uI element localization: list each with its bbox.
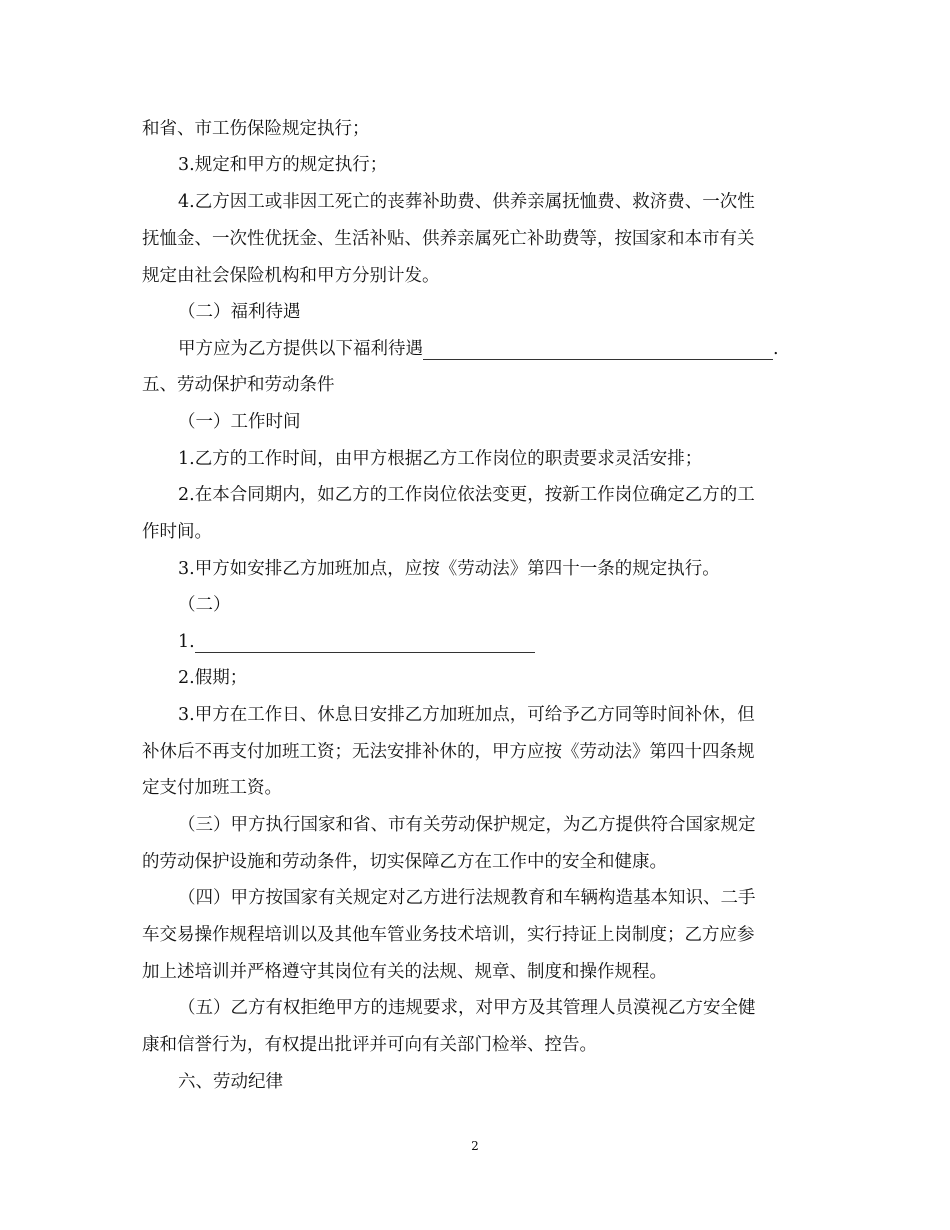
section-heading: （二） [178, 595, 231, 615]
text-line: 车交易操作规程培训以及其他车管业务技术培训，实行持证上岗制度；乙方应参 [142, 925, 755, 945]
text-line: 规定由社会保险机构和甲方分别计发。 [142, 266, 440, 286]
text-line: 2.假期； [178, 668, 248, 688]
text-line: 作时间。 [142, 522, 212, 542]
fill-in-blank [195, 634, 535, 653]
fill-in-blank [423, 341, 773, 360]
text-line: （四）甲方按国家有关规定对乙方进行法规教育和车辆构造基本知识、二手 [178, 888, 756, 908]
text-line: 2.在本合同期内，如乙方的工作岗位依法变更，按新工作岗位确定乙方的工 [178, 485, 755, 505]
text-line: 定支付加班工资。 [142, 778, 282, 798]
text-line: 抚恤金、一次性优抚金、生活补贴、供养亲属死亡补助费等，按国家和本市有关 [142, 229, 755, 249]
text-line: 1.乙方的工作时间，由甲方根据乙方工作岗位的职责要求灵活安排； [178, 449, 703, 469]
period-mark: . [773, 339, 779, 359]
section-heading: （一）工作时间 [178, 412, 301, 432]
text-line: 加上述培训并严格遵守其岗位有关的法规、规章、制度和操作规程。 [142, 962, 667, 982]
chapter-heading: 五、劳动保护和劳动条件 [142, 375, 335, 395]
text-line: 3.规定和甲方的规定执行； [178, 155, 388, 175]
text-line: （三）甲方执行国家和省、市有关劳动保护规定，为乙方提供符合国家规定 [178, 815, 756, 835]
page-number: 2 [471, 1139, 479, 1153]
text-line: 和省、市工伤保险规定执行； [142, 119, 370, 139]
text-line: （五）乙方有权拒绝甲方的违规要求，对甲方及其管理人员漠视乙方安全健 [178, 998, 756, 1018]
text-line: 4.乙方因工或非因工死亡的丧葬补助费、供养亲属抚恤费、救济费、一次性 [178, 192, 755, 212]
welfare-label: 甲方应为乙方提供以下福利待遇 [178, 339, 423, 359]
welfare-line [178, 338, 779, 360]
section-heading: （二）福利待遇 [178, 302, 301, 322]
text-line: 康和信誉行为，有权提出批评并可向有关部门检举、控告。 [142, 1035, 597, 1055]
blank-item-line [178, 631, 535, 653]
text-line: 的劳动保护设施和劳动条件，切实保障乙方在工作中的安全和健康。 [142, 852, 667, 872]
item-number: 1. [178, 632, 195, 652]
text-line: 补休后不再支付加班工资；无法安排补休的，甲方应按《劳动法》第四十四条规 [142, 742, 755, 762]
text-line: 3.甲方在工作日、休息日安排乙方加班加点，可给予乙方同等时间补休，但 [178, 705, 755, 725]
chapter-heading: 六、劳动纪律 [178, 1072, 283, 1092]
text-line: 3.甲方如安排乙方加班加点，应按《劳动法》第四十一条的规定执行。 [178, 559, 720, 579]
